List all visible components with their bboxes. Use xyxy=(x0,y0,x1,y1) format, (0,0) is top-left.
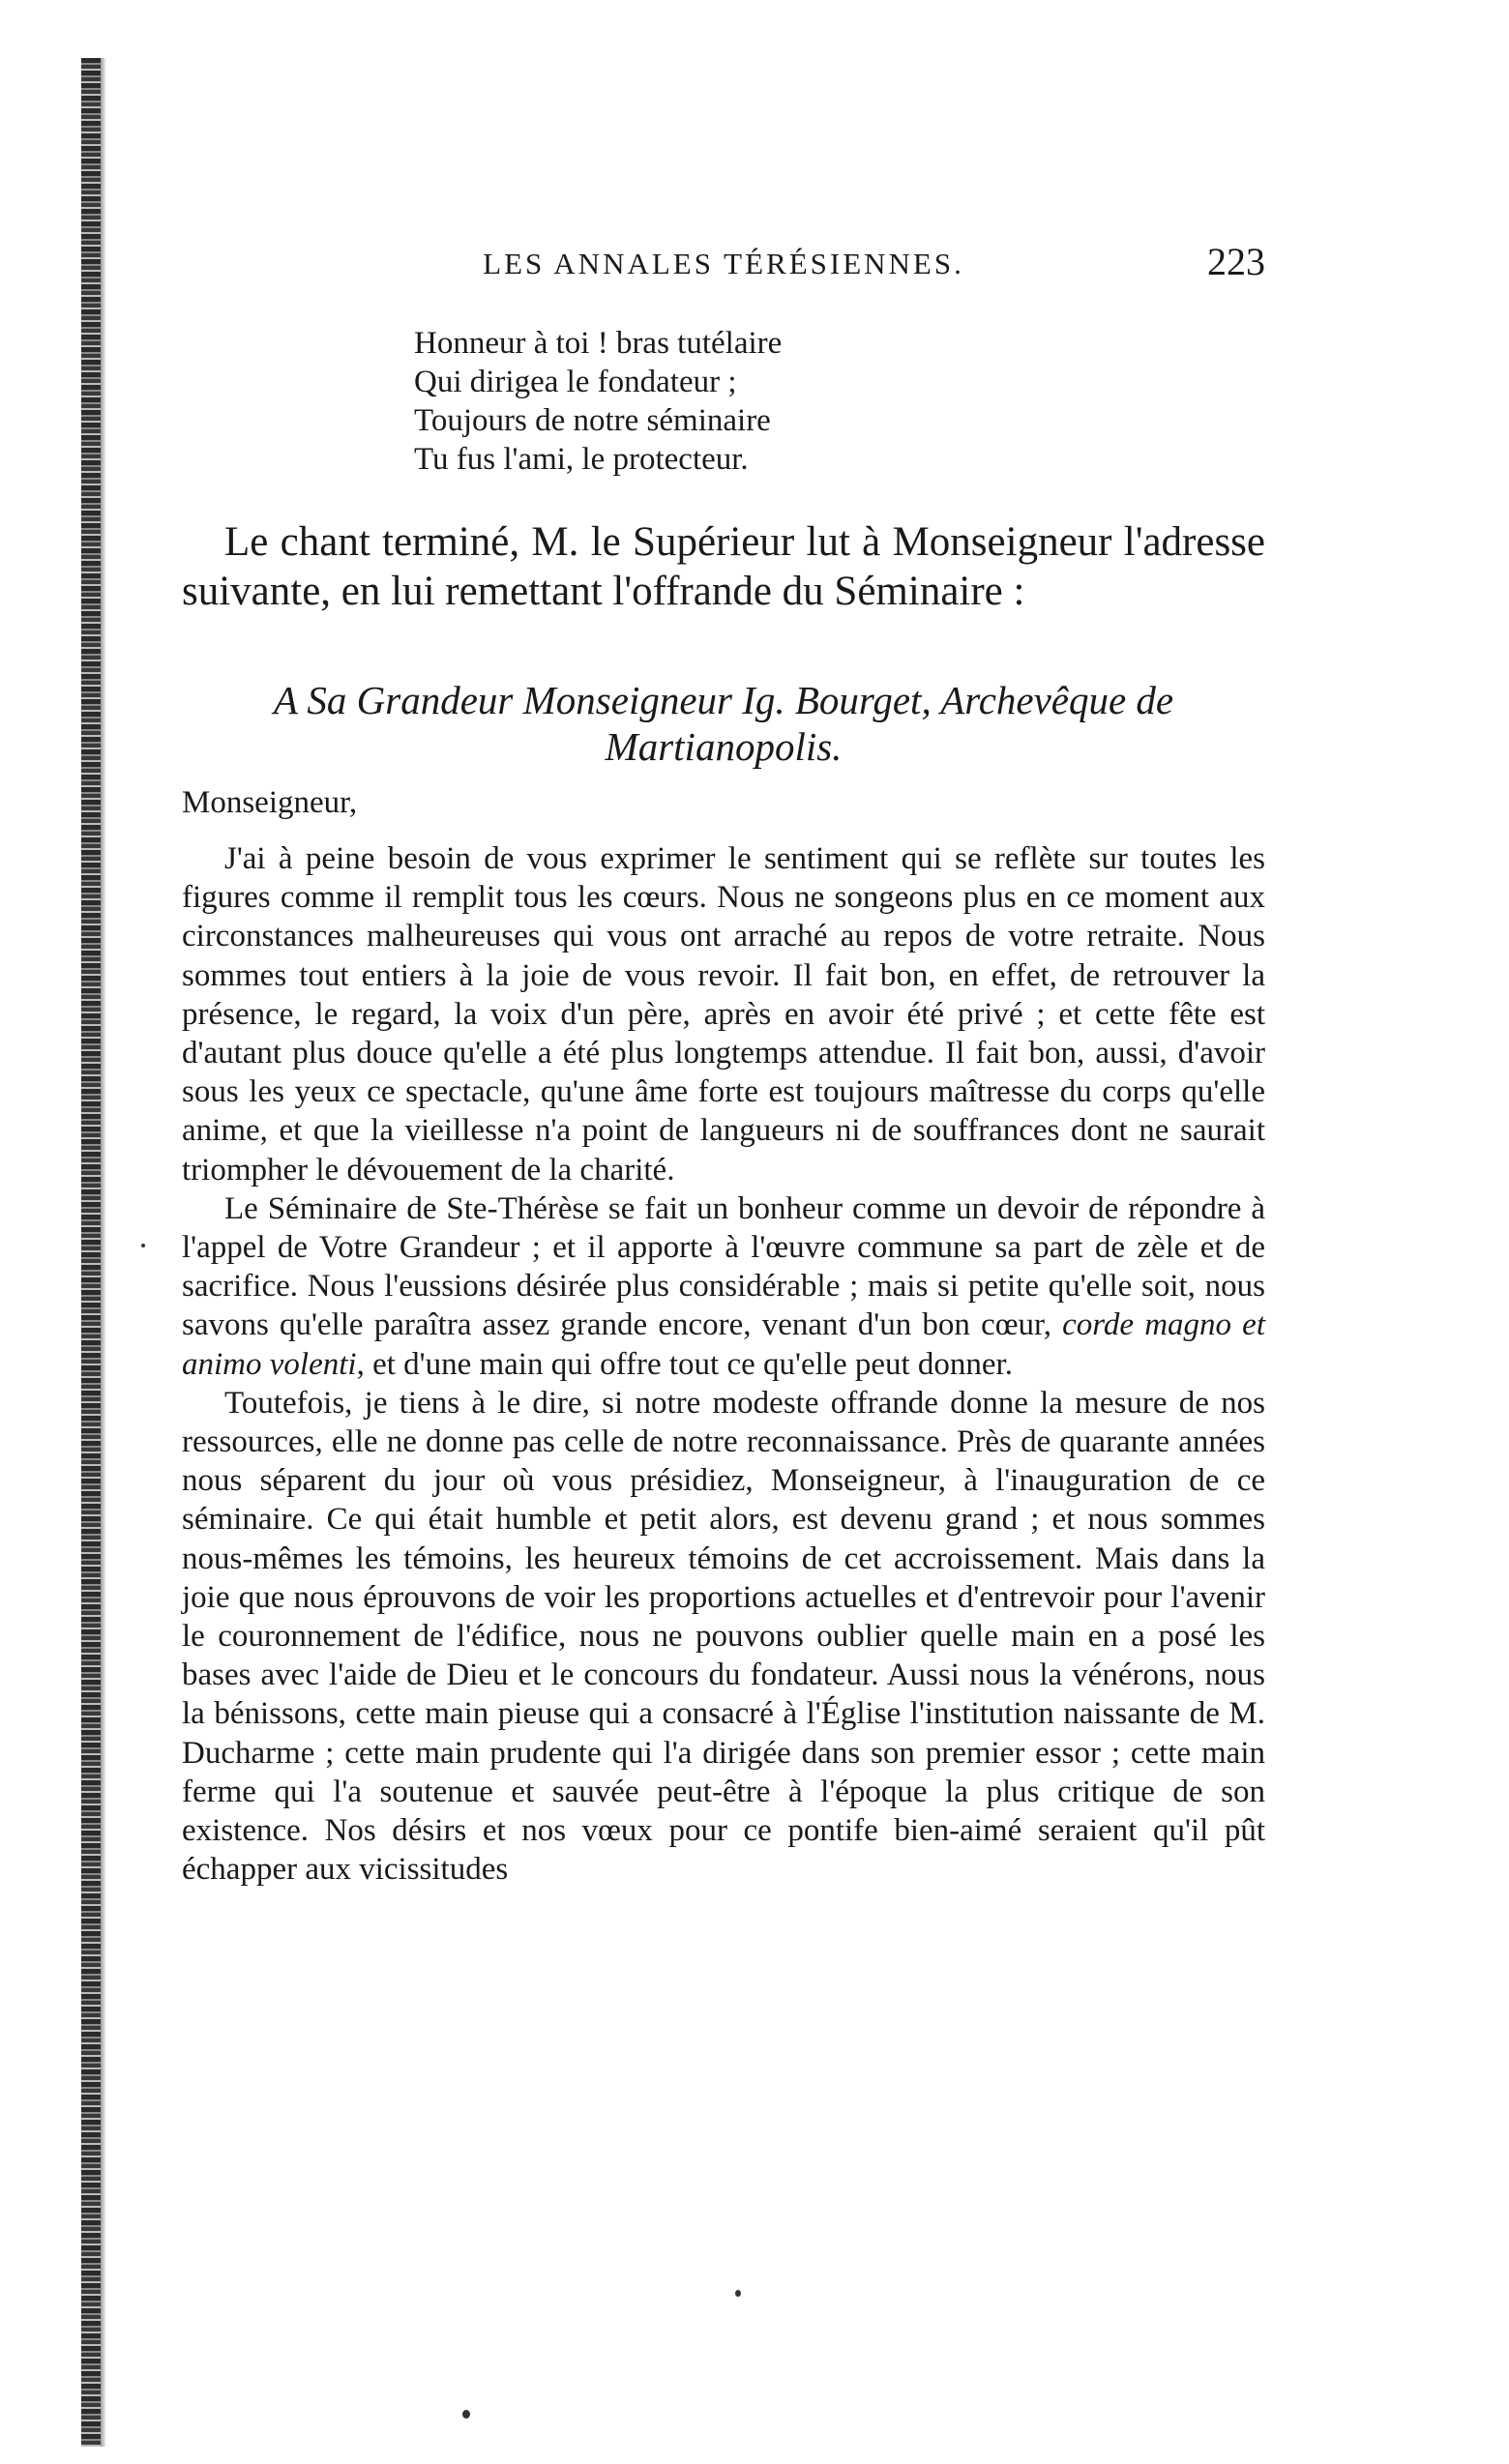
salutation: Monseigneur, xyxy=(182,785,358,820)
running-title: LES ANNALES TÉRÉSIENNES. xyxy=(483,247,964,280)
verse-stanza xyxy=(414,324,782,479)
verse-line: Toujours de notre séminaire xyxy=(414,403,771,438)
verse-line: Tu fus l'ami, le protecteur. xyxy=(414,442,749,477)
letter-body xyxy=(182,839,1265,1889)
verse-line: Qui dirigea le fondateur ; xyxy=(414,365,737,399)
paragraph-2-text-a: Le Séminaire de Ste-Thérèse se fait un bonheur comme un devoir de répondre à l'appel de Votre Grandeur ; et il apporte à l'œuvre commune sa part de zèle et de sacrifice. Nous l'eussions désirée plus considérable ; mais si petite qu'elle soit, nous savons qu'elle paraîtra assez grande encore, venant d'un bon cœur, xyxy=(182,1190,1265,1343)
ink-speck xyxy=(735,2290,741,2297)
ink-speck xyxy=(141,1244,145,1247)
ink-speck xyxy=(462,2410,470,2419)
book-binding-edge xyxy=(81,58,101,2447)
verse-line: Honneur à toi ! bras tutélaire xyxy=(414,326,783,361)
paragraph-2 xyxy=(182,1189,1265,1384)
address-line-1: A Sa Grandeur Monseigneur Ig. Bourget, Archevêque de xyxy=(273,678,1174,722)
paragraph-2-text-b: , et d'une main qui offre tout ce qu'elle peut donner. xyxy=(356,1346,1013,1382)
address-heading xyxy=(182,677,1265,770)
binding-shadow xyxy=(101,58,106,2447)
address-line-2: Martianopolis. xyxy=(605,724,843,769)
paragraph-1: J'ai à peine besoin de vous exprimer le sentiment qui se reflète sur toutes les figures comme il remplit tous les cœurs. Nous ne songeons plus en ce moment aux circonstances malheureuses qui vous ont arraché au repos de votre retraite. Nous sommes tout entiers à la joie de vous revoir. Il fait bon, en effet, de retrouver la présence, le regard, la voix d'un père, après en avoir été privé ; et cette fête est d'autant plus douce qu'elle a été plus longtemps attendue. Il fait bon, aussi, d'avoir sous les yeux ce spectacle, qu'une âme forte est toujours maîtresse du corps qu'elle anime, et que la vieillesse n'a point de langueurs ni de souffrances dont ne saurait triompher le dévouement de la charité. xyxy=(182,841,1265,1188)
page-header xyxy=(182,240,1265,295)
page-number: 223 xyxy=(1207,240,1265,283)
paragraph-3: Toutefois, je tiens à le dire, si notre modeste offrande donne la mesure de nos ressources, elle ne donne pas celle de notre reconnaissance. Près de quarante années nous séparent du jour où vous présidiez, Monseigneur, à l'inauguration de ce séminaire. Ce qui était humble et petit alors, est devenu grand ; et nous sommes nous-mêmes les témoins, les heureux témoins de cet accroissement. Mais dans la joie que nous éprouvons de voir les proportions actuelles et d'entrevoir pour l'avenir le couronnement de l'édifice, nous ne pouvons oublier quelle main en a posé les bases avec l'aide de Dieu et le concours du fondateur. Aussi nous la vénérons, nous la bénissons, cette main pieuse qui a consacré à l'Église l'institution naissante de M. Ducharme ; cette main prudente qui l'a dirigée dans son premier essor ; cette main ferme qui l'a soutenue et sauvée peut-être à l'époque la plus critique de son existence. Nos désirs et nos vœux pour ce pontife bien-aimé seraient qu'il pût échapper aux vicissitudes xyxy=(182,1385,1265,1888)
latin-phrase: corde magno et animo volenti xyxy=(182,1307,1265,1382)
intro-paragraph: Le chant terminé, M. le Supérieur lut à Monseigneur l'adresse suivante, en lui remettant l'offrande du Séminaire : xyxy=(182,519,1265,614)
